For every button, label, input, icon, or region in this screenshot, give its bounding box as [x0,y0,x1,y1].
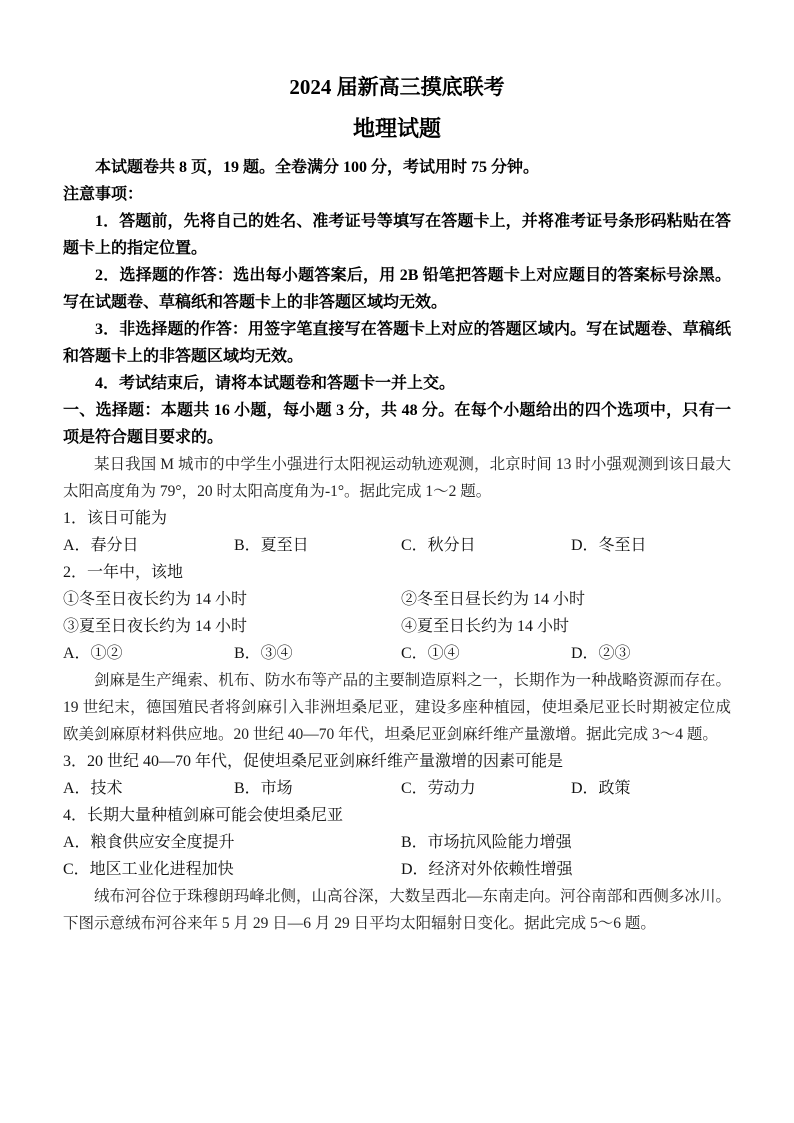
notice-item-4: 4．考试结束后，请将本试题卷和答题卡一并上交。 [95,375,456,392]
notice-item-3: 3．非选择题的作答：用签字笔直接写在答题卡上对应的答题区域内。写在试题卷、草稿纸和答题卡上的非答题区域均无效。 [63,321,731,365]
option-1c: C．秋分日 [401,537,476,554]
exam-info: 本试题卷共 8 页，19 题。全卷满分 100 分，考试用时 75 分钟。 [95,159,540,176]
page-title: 2024 届新高三摸底联考 [289,75,505,99]
option-4c: C．地区工业化进程加快 [63,861,234,878]
suboption-2-4: ④夏至日长约为 14 小时 [401,618,570,635]
question-2-suboptions-row-1 [63,586,731,613]
question-2-options [63,640,731,667]
option-3c: C．劳动力 [401,780,476,797]
question-1-stem: 1．该日可能为 [63,510,168,527]
question-3-options [63,775,731,802]
option-4a: A．粮食供应安全度提升 [63,834,235,851]
question-4-options-row-1 [63,829,731,856]
notice-item-1: 1．答题前，先将自己的姓名、准考证号等填写在答题卡上，并将准考证号条形码粘贴在答题卡上的指定位置。 [63,213,731,257]
option-4d: D．经济对外依赖性增强 [401,861,573,878]
suboption-2-3: ③夏至日夜长约为 14 小时 [63,618,248,635]
page-subtitle: 地理试题 [352,116,441,141]
question-2-suboptions-row-2 [63,613,731,640]
suboption-2-2: ②冬至日昼长约为 14 小时 [401,591,586,608]
section-heading: 一、选择题：本题共 16 小题，每小题 3 分，共 48 分。在每个小题给出的四个选项中，只有一项是符合题目要求的。 [63,402,731,446]
page-content [63,72,731,937]
question-4-options-row-2 [63,856,731,883]
passage-3: 绒布河谷位于珠穆朗玛峰北侧，山高谷深，大数呈西北—东南走向。河谷南部和西侧多冰川。下图示意绒布河谷来年 5 月 29 日—6 月 29 日平均太阳辐射日变化。据此完成 5～6 题。 [63,888,731,932]
option-1a: A．春分日 [63,537,139,554]
option-2b: B．③④ [234,645,293,662]
option-1b: B．夏至日 [234,537,309,554]
suboption-2-1: ①冬至日夜长约为 14 小时 [63,591,248,608]
option-3a: A．技术 [63,780,123,797]
option-3d: D．政策 [571,780,631,797]
option-1d: D．冬至日 [571,537,647,554]
question-3-stem: 3．20 世纪 40—70 年代，促使坦桑尼亚剑麻纤维产量激增的因素可能是 [63,753,564,770]
passage-1: 某日我国 M 城市的中学生小强进行太阳视运动轨迹观测，北京时间 13 时小强观测到该日最大太阳高度角为 79°，20 时太阳高度角为-1°。据此完成 1～2 题。 [63,456,731,500]
option-2c: C．①④ [401,645,460,662]
question-2-stem: 2．一年中，该地 [63,564,184,581]
option-3b: B．市场 [234,780,293,797]
passage-2: 剑麻是生产绳索、机布、防水布等产品的主要制造原料之一，长期作为一种战略资源而存在。19 世纪末，德国殖民者将剑麻引入非洲坦桑尼亚，建设多座种植园，使坦桑尼亚长时期被定位成欧美剑麻原材料供应地。20 世纪 40—70 年代，坦桑尼亚剑麻纤维产量激增。据此完成 3～4 题。 [63,672,731,743]
option-4b: B．市场抗风险能力增强 [401,834,572,851]
question-1-options [63,532,731,559]
notice-heading: 注意事项： [63,186,144,203]
option-2d: D．②③ [571,645,631,662]
notice-item-2: 2．选择题的作答：选出每小题答案后，用 2B 铅笔把答题卡上对应题目的答案标号涂黑。写在试题卷、草稿纸和答题卡上的非答题区域均无效。 [63,267,731,311]
question-4-stem: 4．长期大量种植剑麻可能会使坦桑尼亚 [63,807,344,824]
option-2a: A．①② [63,645,123,662]
